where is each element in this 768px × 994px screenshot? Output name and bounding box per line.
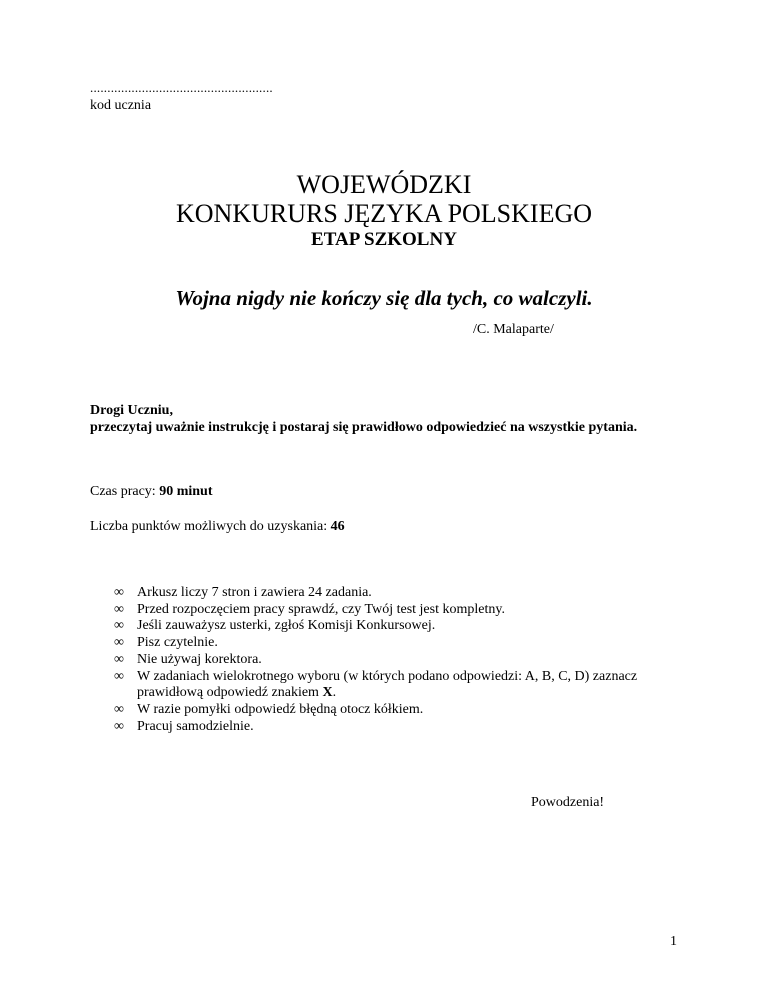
title-line-3: ETAP SZKOLNY bbox=[311, 229, 457, 250]
greeting-salutation: Drogi Uczniu, bbox=[90, 403, 173, 418]
infinity-bullet-icon: ∞ bbox=[114, 651, 124, 667]
title-line-2: KONKURURS JĘZYKA POLSKIEGO bbox=[175, 199, 593, 228]
rule-item: ∞ W razie pomyłki odpowiedź błędną otocz kółkiem. bbox=[114, 701, 424, 717]
max-points-value: 46 bbox=[330, 519, 345, 534]
rule-item: ∞ Arkusz liczy 7 stron i zawiera 24 zadania. bbox=[114, 585, 372, 600]
page-number: 1 bbox=[670, 934, 677, 949]
max-points bbox=[90, 519, 345, 535]
motto-quote: Wojna nigdy nie kończy się dla tych, co walczyli. bbox=[175, 286, 593, 310]
rule-item: ∞ Przed rozpoczęciem pracy sprawdź, czy Twój test jest kompletny. bbox=[114, 601, 505, 617]
work-time-label: Czas pracy: bbox=[90, 484, 160, 499]
work-time bbox=[90, 484, 213, 500]
rules-list bbox=[90, 585, 660, 735]
closing-wish: Powodzenia! bbox=[531, 795, 605, 810]
infinity-bullet-icon: ∞ bbox=[114, 618, 124, 634]
rule-item: ∞ Nie używaj korektora. bbox=[114, 651, 262, 667]
rule-item: ∞ W zadaniach wielokrotnego wyboru (w których podano odpowiedzi: A, B, C, D) zaznacz prawidłową odpowiedź znakiem X. bbox=[114, 668, 638, 701]
rule-item: ∞ Jeśli zauważysz usterki, zgłoś Komisji Konkursowej. bbox=[114, 618, 436, 634]
infinity-bullet-icon: ∞ bbox=[114, 718, 124, 734]
max-points-label: Liczba punktów możliwych do uzyskania: bbox=[90, 519, 331, 534]
infinity-bullet-icon: ∞ bbox=[114, 601, 124, 617]
student-code-label: kod ucznia bbox=[90, 98, 152, 113]
motto-author: /C. Malaparte/ bbox=[473, 322, 554, 337]
greeting-instruction: przeczytaj uważnie instrukcję i postaraj się prawidłowo odpowiedzieć na wszystkie pytania. bbox=[90, 420, 638, 435]
rule-item: ∞ Pracuj samodzielnie. bbox=[114, 718, 254, 734]
greeting bbox=[90, 402, 650, 436]
infinity-bullet-icon: ∞ bbox=[114, 668, 124, 684]
work-time-value: 90 minut bbox=[159, 484, 213, 499]
rule-mark-x: X bbox=[322, 685, 333, 701]
title-line-1: WOJEWÓDZKI bbox=[296, 170, 472, 199]
infinity-bullet-icon: ∞ bbox=[114, 701, 124, 717]
student-code-line: ..................................................... bbox=[90, 80, 273, 95]
infinity-bullet-icon: ∞ bbox=[114, 585, 124, 600]
rule-item: ∞ Pisz czytelnie. bbox=[114, 635, 218, 651]
infinity-bullet-icon: ∞ bbox=[114, 635, 124, 651]
